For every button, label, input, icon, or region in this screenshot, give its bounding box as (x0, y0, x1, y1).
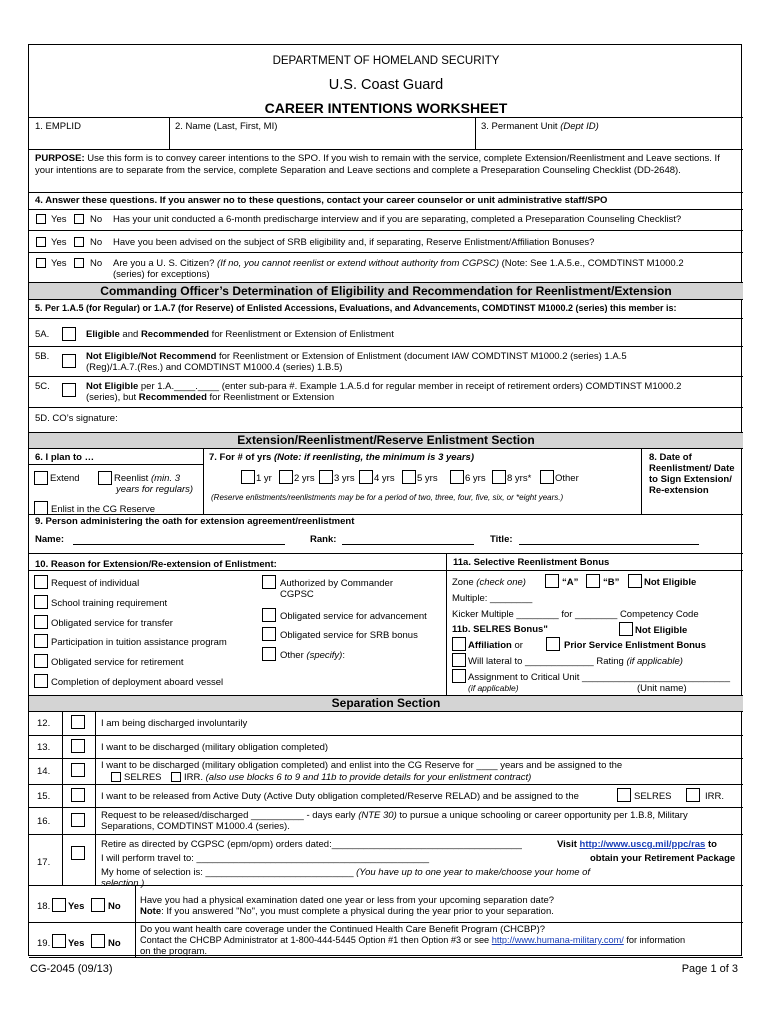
visit-text: Visit (557, 839, 580, 850)
5c-line2-recommended: Recommended (138, 392, 207, 403)
row-16-number: 16. (37, 816, 51, 827)
affiliation-or: or (511, 640, 523, 651)
5a-checkbox[interactable] (62, 327, 76, 341)
question-7-note: (Note: if reenlisting, the minimum is 3 years) (273, 452, 475, 463)
row-19-yes-checkbox[interactable] (52, 934, 66, 948)
department-heading: DEPARTMENT OF HOMELAND SECURITY (272, 55, 500, 67)
row-12-text: I am being discharged involuntarily (101, 718, 248, 729)
years-option-label: 4 yrs (374, 473, 395, 484)
reason-label: Request of individual (51, 578, 140, 589)
row-18-number: 18. (37, 901, 51, 912)
row-17-home-note: (You have up to one year to make/choose your home of (356, 867, 591, 878)
row-16-text-a: Request to be released/discharged __________ - days early (101, 810, 359, 821)
5a-rest: for Reenlistment or Extension of Enlistment (209, 329, 394, 340)
row-14-irr-label (184, 772, 531, 783)
5a-label: 5A. (35, 329, 50, 340)
row-18-note (140, 906, 554, 917)
form-number: CG-2045 (09/13) (30, 963, 113, 975)
purpose-label: PURPOSE: (35, 153, 85, 164)
5c-text-line2 (86, 392, 334, 403)
years-option-checkbox[interactable] (319, 470, 333, 484)
row-18-yes-label: Yes (68, 901, 85, 912)
5b-text (86, 351, 627, 362)
oath-name-label: Name: (35, 534, 65, 545)
5b-rest: for Reenlistment or Extension of Enlistment (document IAW COMDTINST M1000.2 (series) 1.A.5 (216, 351, 627, 362)
row-13-number: 13. (37, 742, 51, 753)
critical-unit-hint: (if applicable) (468, 683, 519, 693)
reason-label: Obligated service for retirement (51, 657, 184, 668)
q4a-no-label: No (90, 214, 103, 225)
lateral-text: Will lateral to _____________ Rating (468, 656, 627, 667)
row-15-number: 15. (37, 791, 51, 802)
5a-recommended: Recommended (140, 329, 210, 340)
reason-checkbox[interactable] (34, 654, 48, 668)
row-14-number: 14. (37, 766, 51, 777)
selres-not-eligible-checkbox[interactable] (619, 622, 633, 636)
row-17-number: 17. (37, 857, 51, 868)
5a-eligible: Eligible (86, 329, 120, 340)
oath-title-line[interactable] (519, 544, 699, 545)
to-text: to (705, 839, 717, 850)
5c-text (86, 381, 681, 392)
row-15-checkbox[interactable] (71, 788, 85, 802)
question-8-line-1: 8. Date of (649, 452, 692, 463)
years-option-checkbox[interactable] (402, 470, 416, 484)
srb-not-eligible-label: Not Eligible (644, 577, 697, 588)
5c-label: 5C. (35, 381, 50, 392)
years-option-label: 6 yrs (465, 473, 486, 484)
5c-not-eligible: Not Eligible (86, 381, 139, 392)
5b-text-line2: (Reg)/1.A.7.(Res.) and COMDTINST M1000.4 (series) 1.B.5) (86, 362, 343, 373)
reason-checkbox[interactable] (34, 575, 48, 589)
oath-rank-label: Rank: (310, 534, 337, 545)
career-intentions-form (28, 44, 742, 956)
row-19-no-checkbox[interactable] (91, 934, 105, 948)
zone-text: Zone (452, 577, 477, 588)
row-19-yes-label: Yes (68, 938, 85, 949)
reason-checkbox[interactable] (34, 615, 48, 629)
question-4-header: 4. Answer these questions. If you answer no to these questions, contact your career counselor or unit administrative staff/SPO (35, 195, 608, 206)
row-16-nte: (NTE 30) (358, 810, 397, 821)
row-17-home-text: My home of selection is: ____________________________ (101, 867, 357, 878)
row-14-text: I want to be discharged (military obligation completed) and enlist into the CG Reserve for ____ years and be assigned to the (101, 760, 623, 771)
5a-text (86, 329, 394, 340)
5a-and: and (119, 329, 141, 340)
co-section-title: Commanding Officer’s Determination of Eligibility and Recommendation for Reenlistment/Extension (100, 284, 672, 298)
q4c-text-c: (Note: See 1.A.5.e., COMDTINST M1000.2 (499, 258, 684, 269)
years-option-checkbox[interactable] (492, 470, 506, 484)
zone-a-checkbox[interactable] (545, 574, 559, 588)
extend-label: Extend (50, 473, 80, 484)
row-17-travel-line[interactable]: I will perform travel to: ____________________________________________ (101, 853, 430, 864)
humana-link[interactable]: http://www.humana-military.com/ (491, 935, 624, 945)
purpose-body: Use this form is to convey career intentions to the SPO. If you wish to remain with the service, complete Extension/Reenlistment and Leave sections. If your intentions are to separate from the service, complete Separation and Leave sections and complete a Preseparation Counseling Checklist (DD-2648). (35, 153, 720, 176)
q4a-text: Has your unit conducted a 6-month predischarge interview and if you are separating, completed a Preseparation Counseling Checklist? (113, 214, 682, 225)
reason-label: Obligated service for transfer (51, 618, 173, 629)
other-text: Other (280, 650, 307, 661)
row-14-note: (also use blocks 6 to 9 and 11b to provide details for your enlistment contract) (205, 772, 532, 783)
row-14-selres-label: SELRES (124, 772, 162, 783)
years-option-checkbox[interactable] (241, 470, 255, 484)
reason-checkbox[interactable] (34, 634, 48, 648)
question-10-header: 10. Reason for Extension/Re-extension of Enlistment: (35, 559, 277, 570)
reenlist-text: Reenlist (114, 473, 151, 484)
row-16-text-c: to pursue a unique schooling or career opportunity per 1.B.8, Military (396, 810, 688, 821)
years-option-checkbox[interactable] (540, 470, 554, 484)
sep-section-title: Separation Section (331, 696, 441, 710)
question-7-text: 7. For # of yrs (209, 452, 274, 463)
kicker-field[interactable]: Kicker Multiple ________ for ________ Competency Code (452, 609, 699, 620)
row-19-text-end: on the program. (140, 946, 208, 957)
zone-b-label: “B” (603, 577, 620, 588)
row-15-text: I want to be released from Active Duty (Active Duty obligation completed/Reserve RELAD) and be assigned to the (101, 791, 579, 802)
row-16-checkbox[interactable] (71, 813, 85, 827)
q4c-yes-label: Yes (51, 258, 67, 269)
years-option-label: 3 yrs (334, 473, 355, 484)
row-17-checkbox[interactable] (71, 846, 85, 860)
critical-unit-checkbox[interactable] (452, 669, 466, 683)
question-5-header: 5. Per 1.A.5 (for Regular) or 1.A.7 (for Reserve) of Enlisted Accessions, Evaluations, and Advancements, COMDTINST M1000.2 (series) this member is: (35, 303, 677, 313)
enlist-reserve-checkbox[interactable] (34, 501, 48, 515)
q4c-text-b: (If no, you cannot reenlist or extend without authority from CGPSC) (217, 258, 499, 269)
row-19-text: Do you want health care coverage under the Continued Health Care Benefit Program (CHCBP)? (140, 924, 546, 935)
affiliation-label (468, 640, 523, 651)
reason-checkbox[interactable] (34, 595, 48, 609)
other-specify: (specify) (306, 650, 343, 661)
multiple-field[interactable]: Multiple: ________ (452, 593, 533, 604)
years-option-label: 5 yrs (417, 473, 438, 484)
question-9-label: 9. Person administering the oath for extension agreement/reenlistment (35, 516, 355, 527)
enlist-reserve-label: Enlist in the CG Reserve (51, 504, 156, 515)
5c-checkbox[interactable] (62, 383, 76, 397)
page-number: Page 1 of 3 (681, 963, 738, 975)
5c-line2-a: (series), but (86, 392, 139, 403)
q4c-text-a: Are you a U. S. Citizen? (113, 258, 218, 269)
row-19-contact (140, 935, 685, 946)
years-option-label: 2 yrs (294, 473, 315, 484)
retirement-link[interactable]: http://www.uscg.mil/ppc/ras (579, 839, 706, 850)
5c-line2-c: for Reenlistment or Extension (206, 392, 335, 403)
row-17-retire-line[interactable]: Retire as directed by CGPSC (epm/opm) orders dated:____________________________________ (101, 839, 522, 850)
row-12-checkbox[interactable] (71, 715, 85, 729)
zone-hint: (check one) (476, 577, 526, 588)
reason-label: Participation in tuition assistance program (51, 637, 227, 648)
reason-label: Completion of deployment aboard vessel (51, 677, 224, 688)
row-19-number: 19. (37, 938, 51, 949)
row-17-home-line[interactable] (101, 867, 590, 878)
unit-name-hint: (Unit name) (637, 683, 687, 694)
reenlist-hint-2: years for regulars) (116, 484, 194, 495)
q4b-yes-checkbox[interactable] (36, 237, 46, 247)
question-7-footnote: (Reserve enlistments/reenlistments may be for a period of two, three, four, five, six, or *eight years.) (211, 493, 564, 502)
row-18-no-checkbox[interactable] (91, 898, 105, 912)
q4a-yes-label: Yes (51, 214, 67, 225)
question-8-line-2: Reenlistment/ Date (649, 463, 735, 474)
cgpsc-authorized-checkbox[interactable] (262, 575, 276, 589)
lateral-checkbox[interactable] (452, 653, 466, 667)
name-field[interactable] (175, 121, 277, 132)
other-reason-checkbox[interactable] (262, 647, 276, 661)
other-reason-label (280, 650, 345, 661)
other-colon: : (342, 650, 345, 661)
selres-not-eligible-label: Not Eligible (635, 625, 688, 636)
retirement-package-text: obtain your Retirement Package (590, 853, 736, 864)
row-18-note-label: Note (140, 906, 162, 917)
row-19-no-label: No (108, 938, 121, 949)
row-14-checkbox[interactable] (71, 763, 85, 777)
row-18-yes-checkbox[interactable] (52, 898, 66, 912)
lateral-label (468, 656, 683, 667)
row-14-selres-checkbox[interactable] (111, 772, 121, 782)
prior-service-label: Prior Service Enlistment Bonus (564, 640, 707, 651)
reenlist-label (114, 473, 180, 484)
extend-checkbox[interactable] (34, 471, 48, 485)
q4c-text-line2: (series) for exceptions) (113, 269, 210, 280)
years-option-label: Other (555, 473, 579, 484)
row-12-number: 12. (37, 718, 51, 729)
5b-not-eligible: Not Eligible/Not Recommend (86, 351, 217, 362)
advancement-checkbox[interactable] (262, 608, 276, 622)
question-7-label (209, 452, 474, 463)
form-title: CAREER INTENTIONS WORKSHEET (264, 100, 508, 116)
permanent-unit-field[interactable] (481, 121, 599, 132)
years-option-label: 1 yr (256, 473, 272, 484)
row-18-no-label: No (108, 901, 121, 912)
row-15-irr-checkbox[interactable] (686, 788, 700, 802)
q4c-no-checkbox[interactable] (74, 258, 84, 268)
srb-bonus-checkbox[interactable] (262, 627, 276, 641)
oath-title-label: Title: (490, 534, 513, 545)
q4a-yes-checkbox[interactable] (36, 214, 46, 224)
srb-bonus-label: Obligated service for SRB bonus (280, 630, 418, 641)
critical-unit-label: Assignment to Critical Unit ____________________________ (468, 672, 730, 683)
q4b-no-label: No (90, 237, 103, 248)
emplid-field[interactable]: 1. EMPLID (35, 121, 81, 132)
years-option-checkbox[interactable] (279, 470, 293, 484)
5c-rest: per 1.A.____.____ (enter sub-para #. Example 1.A.5.d for regular member in receipt of retirement orders) COMDTINST M1000.2 (138, 381, 682, 392)
zone-label (452, 577, 526, 588)
years-option-checkbox[interactable] (359, 470, 373, 484)
agency-heading: U.S. Coast Guard (328, 77, 444, 93)
row-14-irr-text: IRR. (184, 772, 206, 783)
row-16-text (101, 810, 688, 821)
question-8-line-3: to Sign Extension/ (649, 474, 732, 485)
reason-label: School training requirement (51, 598, 168, 609)
years-option-checkbox[interactable] (450, 470, 464, 484)
oath-name-line[interactable] (73, 544, 285, 545)
question-11a-header: 11a. Selective Reenlistment Bonus (453, 557, 610, 568)
row-16-text-line2: Separations, COMDTINST M1000.4 (series). (101, 821, 290, 832)
name-label: 2. Name (Last, First, MI) (175, 121, 278, 132)
q4b-text: Have you been advised on the subject of SRB eligibility and, if separating, Reserve Enlistment/Affiliation Bonuses? (113, 237, 595, 248)
row-15-irr-label: IRR. (705, 791, 724, 802)
retirement-visit-line (557, 839, 717, 850)
reenlist-hint-1: (min. 3 (150, 473, 181, 484)
permanent-unit-hint: (Dept ID) (560, 121, 599, 132)
q4b-no-checkbox[interactable] (74, 237, 84, 247)
row-17-home-note-2: selection.) (101, 878, 145, 889)
affiliation-text: Affiliation (468, 640, 512, 651)
q4c-no-label: No (90, 258, 103, 269)
row-19-info-text: for information (623, 935, 686, 945)
cgpsc-authorized-label-2: CGPSC (280, 589, 314, 600)
q4c-yes-checkbox[interactable] (36, 258, 46, 268)
5b-checkbox[interactable] (62, 354, 76, 368)
affiliation-checkbox[interactable] (452, 637, 466, 651)
zone-a-label: “A” (562, 577, 579, 588)
permanent-unit-label: 3. Permanent Unit (481, 121, 561, 132)
srb-not-eligible-checkbox[interactable] (628, 574, 642, 588)
row-14-irr-checkbox[interactable] (171, 772, 181, 782)
prior-service-checkbox[interactable] (546, 637, 560, 651)
row-13-checkbox[interactable] (71, 739, 85, 753)
cgpsc-authorized-label-1: Authorized by Commander (280, 578, 393, 589)
q4c-text (113, 258, 684, 269)
row-13-text: I want to be discharged (military obligation completed) (101, 742, 329, 753)
purpose-text (35, 153, 737, 176)
row-15-selres-label: SELRES (634, 791, 672, 802)
row-18-text: Have you had a physical examination dated one year or less from your upcoming separation date? (140, 895, 555, 906)
oath-rank-line[interactable] (342, 544, 474, 545)
zone-b-checkbox[interactable] (586, 574, 600, 588)
q4a-no-checkbox[interactable] (74, 214, 84, 224)
question-8-line-4: Re-extension (649, 485, 709, 496)
years-option-label: 8 yrs* (507, 473, 532, 484)
ext-section-title: Extension/Reenlistment/Reserve Enlistment Section (237, 433, 535, 447)
co-signature-field[interactable]: 5D. CO’s signature: (35, 413, 118, 424)
q4b-yes-label: Yes (51, 237, 67, 248)
question-11b-header: 11b. SELRES Bonus" (452, 624, 548, 635)
question-6-label: 6. I plan to … (35, 452, 95, 463)
row-19-contact-text: Contact the CHCBP Administrator at 1-800-444-5445 Option #1 then Option #3 or see (140, 935, 492, 945)
row-18-note-text: : If you answered "No", you must complete a physical during the year prior to your separation. (161, 906, 554, 917)
reenlist-checkbox[interactable] (98, 471, 112, 485)
lateral-hint: (if applicable) (626, 656, 683, 667)
reason-checkbox[interactable] (34, 674, 48, 688)
advancement-label: Obligated service for advancement (280, 611, 427, 622)
5b-label: 5B. (35, 351, 50, 362)
row-15-selres-checkbox[interactable] (617, 788, 631, 802)
